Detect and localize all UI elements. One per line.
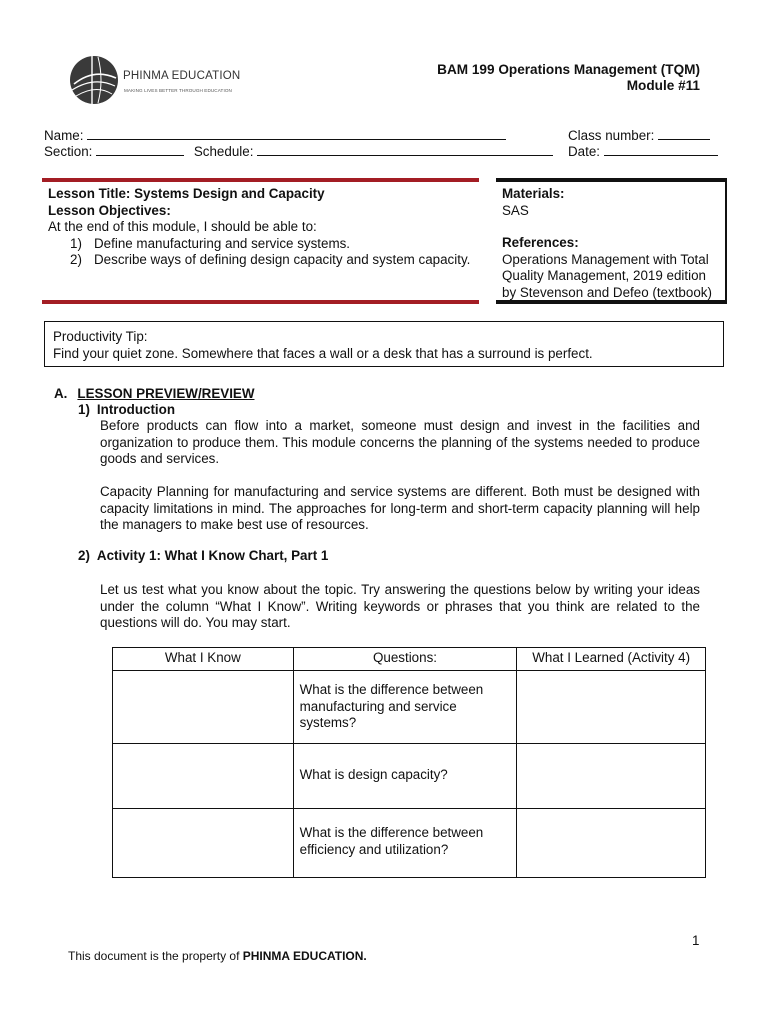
name-label: Name: — [44, 128, 84, 143]
lesson-objectives-intro: At the end of this module, I should be able to: — [48, 219, 317, 234]
document-title — [437, 62, 700, 94]
intro-paragraph-2: Capacity Planning for manufacturing and service systems are different. Both must be designed with capacity limitations in mind. The approaches for long-term and short-term capacity planning will help the managers to make best use of resources. — [100, 484, 700, 532]
intro-title: Introduction — [96, 402, 176, 417]
what-i-learned-cell[interactable] — [517, 809, 706, 878]
what-i-know-cell[interactable] — [113, 744, 294, 809]
schedule-label: Schedule: — [193, 144, 254, 159]
tip-label: Productivity Tip: — [53, 329, 148, 344]
column-header-what-i-learned: What I Learned (Activity 4) — [517, 648, 706, 671]
logo-tagline: MAKING LIVES BETTER THROUGH EDUCATION — [124, 88, 232, 93]
intro-paragraph-1: Before products can flow into a market, someone must design and invest in the facilities and organization to produce them. This module concerns the planning of the systems needed to produce goods and services. — [100, 418, 700, 466]
tip-text: Find your quiet zone. Somewhere that faces a wall or a desk that has a surround is perfect. — [53, 345, 593, 361]
objectives-list — [48, 236, 473, 269]
activity-heading — [78, 548, 328, 565]
section-label: Section: — [44, 144, 93, 159]
class-number-blank[interactable] — [658, 128, 710, 140]
section-letter: A. — [54, 386, 68, 401]
table-header-row — [113, 648, 706, 671]
column-header-what-i-know: What I Know — [113, 648, 294, 671]
section-a-heading — [54, 386, 255, 403]
phinma-globe-icon — [68, 54, 120, 106]
materials-value: SAS — [502, 202, 529, 218]
page-number: 1 — [692, 933, 700, 948]
module-number: Module #11 — [626, 78, 700, 93]
introduction-heading — [78, 402, 175, 419]
what-i-learned-cell[interactable] — [517, 744, 706, 809]
class-number-label: Class number: — [568, 128, 655, 143]
section-blank[interactable] — [96, 144, 184, 156]
section-title: LESSON PREVIEW/REVIEW — [77, 386, 255, 401]
lesson-box — [42, 178, 479, 304]
references-text: Operations Management with Total Quality Management, 2019 edition by Stevenson and Defeo (textbook) — [502, 251, 712, 300]
footer-org: PHINMA EDUCATION. — [242, 949, 367, 963]
name-field — [44, 128, 506, 145]
objective-item: 2) Describe ways of defining design capacity and system capacity. — [70, 252, 471, 267]
date-field — [568, 144, 718, 161]
materials-box — [496, 178, 727, 304]
section-field — [44, 144, 553, 161]
footer-property-note — [68, 948, 367, 965]
question-cell: What is design capacity? — [293, 744, 517, 809]
course-title: BAM 199 Operations Management (TQM) — [437, 62, 700, 77]
schedule-blank[interactable] — [257, 144, 553, 156]
what-i-learned-cell[interactable] — [517, 671, 706, 744]
lesson-title: Lesson Title: Systems Design and Capacity — [48, 186, 325, 201]
table-row — [113, 671, 706, 744]
phinma-logo — [68, 54, 240, 106]
question-cell: What is the difference between manufacturing and service systems? — [293, 671, 517, 744]
column-header-questions: Questions: — [293, 648, 517, 671]
class-number-field — [568, 128, 710, 145]
activity-number: 2) — [78, 548, 90, 563]
intro-number: 1) — [78, 402, 90, 417]
question-cell: What is the difference between efficiency and utilization? — [293, 809, 517, 878]
activity-title: Activity 1: What I Know Chart, Part 1 — [96, 548, 329, 563]
date-label: Date: — [568, 144, 601, 159]
table-row — [113, 744, 706, 809]
name-blank[interactable] — [87, 128, 506, 140]
logo-name: PHINMA EDUCATION — [123, 70, 241, 82]
date-blank[interactable] — [604, 144, 718, 156]
what-i-know-cell[interactable] — [113, 809, 294, 878]
objective-item: 1) Define manufacturing and service systems. — [70, 235, 351, 251]
table-row — [113, 809, 706, 878]
productivity-tip-box — [44, 321, 724, 367]
footer-text: This document is the property of — [68, 949, 240, 963]
references-label: References: — [502, 235, 579, 250]
materials-label: Materials: — [502, 186, 565, 201]
activity-paragraph: Let us test what you know about the topic. Try answering the questions below by writing your ideas under the column “What I Know”. Writing keywords or phrases that you think are related to the questions will do. You may start. — [100, 582, 700, 630]
lesson-objectives-label: Lesson Objectives: — [48, 202, 171, 218]
what-i-know-cell[interactable] — [113, 671, 294, 744]
what-i-know-table — [112, 647, 706, 878]
